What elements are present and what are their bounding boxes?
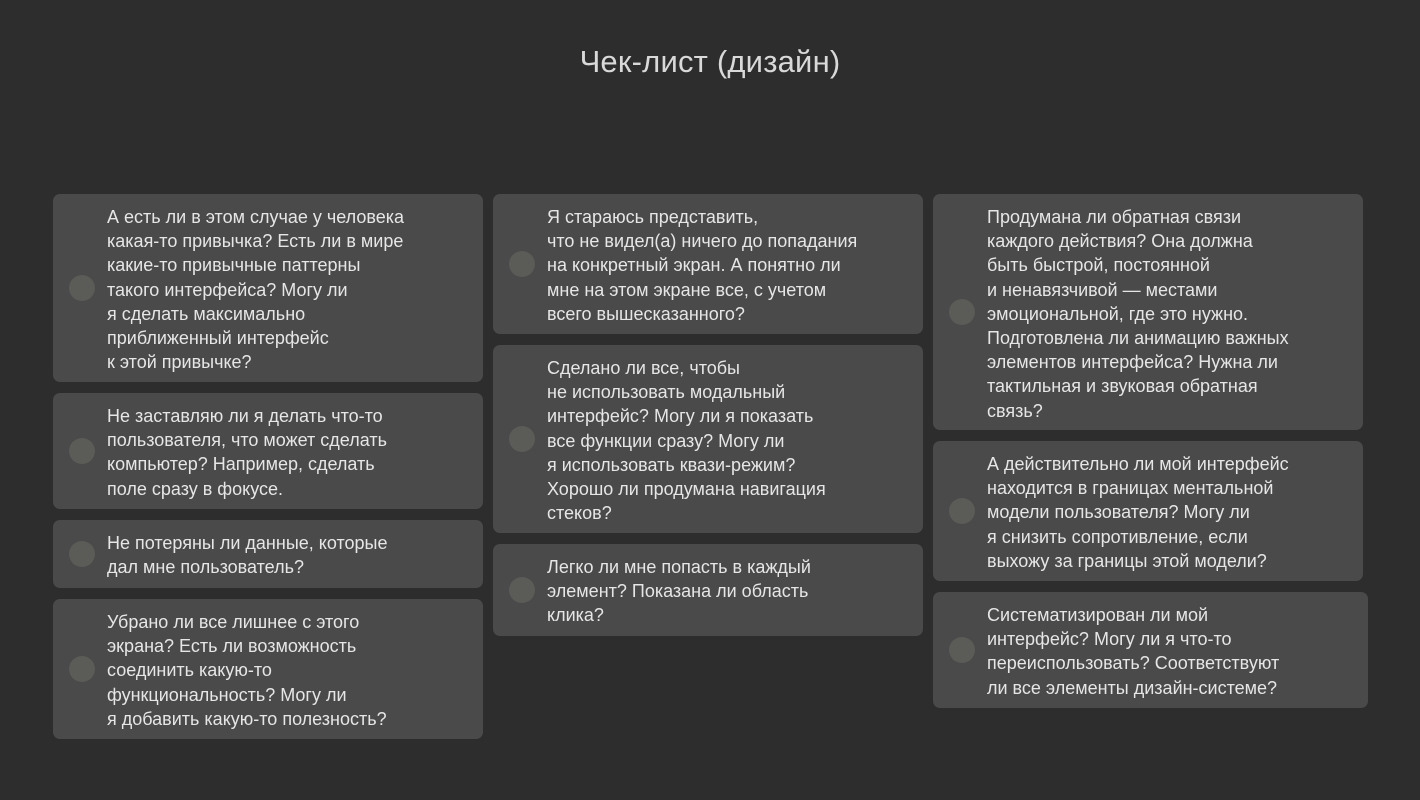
checklist-item-text: Продумана ли обратная связи каждого действия? Она должна быть быстрой, постоянной и ненавязчивой — местами эмоциональной, где это нужно. Подготовлена ли анимацию важных элементов интерфейса? Нужна ли тактильная и звуковая обратная связь? bbox=[987, 207, 1289, 421]
checklist-item-text: Я стараюсь представить, что не видел(а) ничего до попадания на конкретный экран. А понятно ли мне на этом экране все, с учетом всего вышесказанного? bbox=[547, 207, 858, 324]
checklist-item[interactable] bbox=[53, 520, 483, 588]
checklist-item[interactable] bbox=[493, 544, 923, 636]
checklist-item[interactable] bbox=[933, 194, 1363, 430]
checklist-item-text: Сделано ли все, чтобы не использовать модальный интерфейс? Могу ли я показать все функции сразу? Могу ли я использовать квази-режим? Хорошо ли продумана навигация стеков? bbox=[547, 358, 826, 524]
radio-circle-icon[interactable] bbox=[69, 275, 95, 301]
checklist-item[interactable] bbox=[53, 599, 483, 739]
checklist-item[interactable] bbox=[53, 393, 483, 509]
checklist-item-text: Убрано ли все лишнее с этого экрана? Есть ли возможность соединить какую-то функциональность? Могу ли я добавить какую-то полезность? bbox=[107, 612, 387, 729]
radio-circle-icon[interactable] bbox=[509, 426, 535, 452]
radio-circle-icon[interactable] bbox=[69, 656, 95, 682]
checklist-item[interactable] bbox=[53, 194, 483, 382]
checklist-item-text: Легко ли мне попасть в каждый элемент? Показана ли область клика? bbox=[547, 557, 811, 626]
page-title: Чек-лист (дизайн) bbox=[579, 44, 841, 79]
radio-circle-icon[interactable] bbox=[509, 577, 535, 603]
checklist-item[interactable] bbox=[493, 194, 923, 334]
checklist-item[interactable] bbox=[933, 441, 1363, 581]
checklist-item-text: Систематизирован ли мой интерфейс? Могу ли я что-то переиспользовать? Соответствуют ли все элементы дизайн-системе? bbox=[987, 605, 1280, 698]
checklist-item[interactable] bbox=[493, 345, 923, 533]
radio-circle-icon[interactable] bbox=[949, 299, 975, 325]
checklist-item-text: Не потеряны ли данные, которые дал мне пользователь? bbox=[107, 533, 388, 578]
radio-circle-icon[interactable] bbox=[69, 438, 95, 464]
radio-circle-icon[interactable] bbox=[509, 251, 535, 277]
radio-circle-icon[interactable] bbox=[69, 541, 95, 567]
checklist-item-text: Не заставляю ли я делать что-то пользователя, что может сделать компьютер? Например, сделать поле сразу в фокусе. bbox=[107, 406, 387, 499]
checklist-item-text: А действительно ли мой интерфейс находится в границах ментальной модели пользователя? Могу ли я снизить сопротивление, если выхожу за границы этой модели? bbox=[987, 454, 1289, 571]
radio-circle-icon[interactable] bbox=[949, 498, 975, 524]
checklist-item[interactable] bbox=[933, 592, 1368, 708]
radio-circle-icon[interactable] bbox=[949, 637, 975, 663]
checklist-item-text: А есть ли в этом случае у человека какая-то привычка? Есть ли в мире какие-то привычные паттерны такого интерфейса? Могу ли я сделать максимально приближенный интерфейс к этой привычке? bbox=[107, 207, 405, 373]
